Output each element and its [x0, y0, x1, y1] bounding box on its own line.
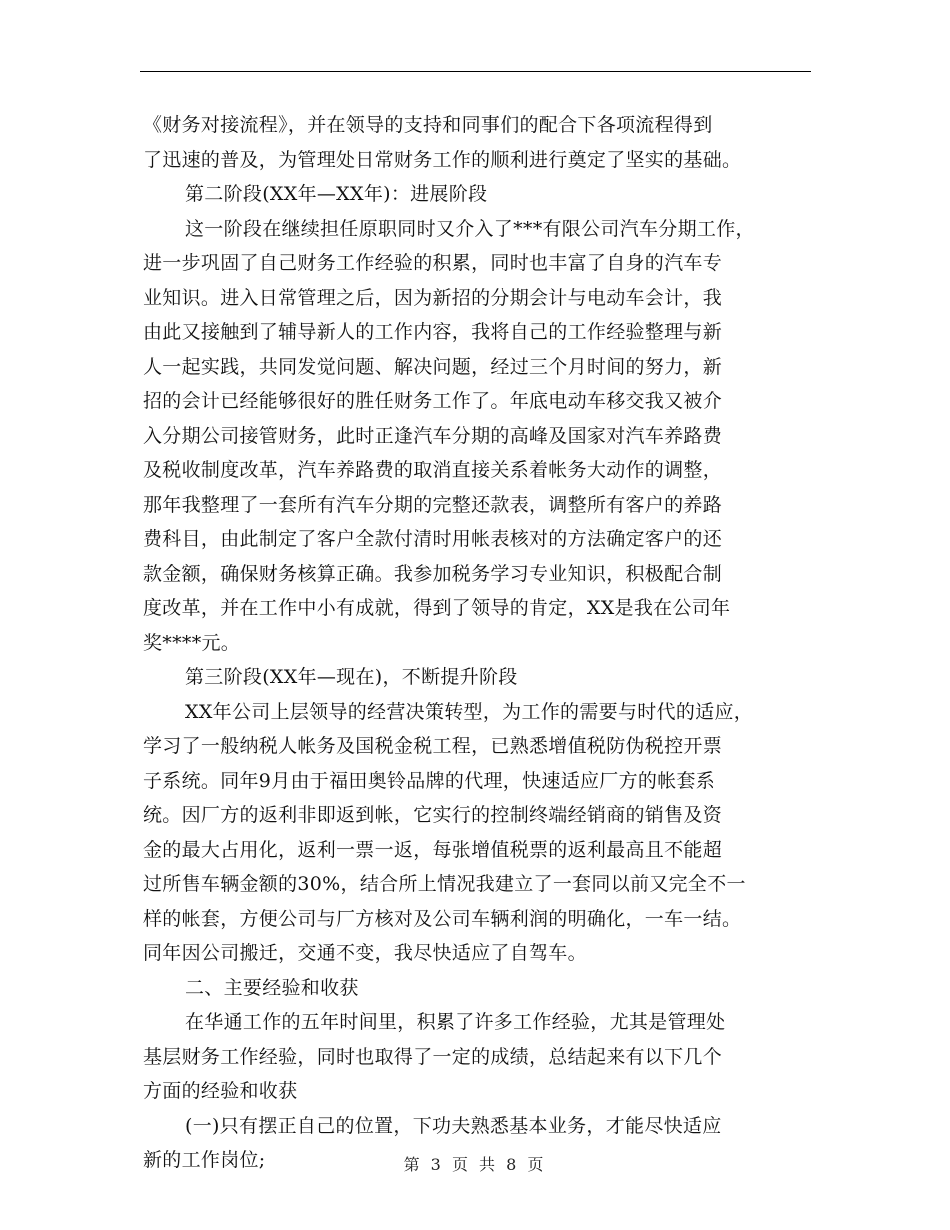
text-line: 统。因厂方的返利非即返到帐，它实行的控制终端经销商的销售及资 — [143, 804, 723, 826]
text-line: 入分期公司接管财务，此时正逢汽车分期的高峰及国家对汽车养路费 — [143, 424, 723, 447]
text-line: 第二阶段(XX年—XX年)：进展阶段 — [185, 183, 488, 205]
text-line: 了迅速的普及，为管理处日常财务工作的顺利进行奠定了坚实的基础。 — [143, 148, 742, 171]
text-line: 这一阶段在继续担任原职同时又介入了***有限公司汽车分期工作， — [185, 217, 755, 240]
document-body — [143, 108, 823, 1178]
text-line: 基层财务工作经验，同时也取得了一定的成绩，总结起来有以下几个 — [143, 1045, 723, 1068]
text-line: 业知识。进入日常管理之后，因为新招的分期会计与电动车会计，我 — [143, 286, 723, 309]
text-line: 新的工作岗位; — [143, 1149, 266, 1171]
text-line: 奖****元。 — [143, 631, 241, 654]
text-line: 进一步巩固了自己财务工作经验的积累，同时也丰富了自身的汽车专 — [143, 252, 723, 274]
header-rule — [140, 71, 811, 72]
text-line: 二、主要经验和收获 — [185, 976, 359, 999]
text-line: 子系统。同年9月由于福田奥铃品牌的代理，快速适应厂方的帐套系 — [143, 769, 716, 792]
page-number: 第 3 页 共 8 页 — [403, 1155, 547, 1174]
text-line: 样的帐套，方便公司与厂方核对及公司车辆利润的明确化，一车一结。 — [143, 907, 742, 930]
text-line: 人一起实践，共同发觉问题、解决问题，经过三个月时间的努力，新 — [143, 355, 723, 378]
text-line: 度改革，并在工作中小有成就，得到了领导的肯定，XX是我在公司年 — [143, 597, 731, 619]
text-line: 费科目，由此制定了客户全款付清时用帐表核对的方法确定客户的还 — [143, 528, 723, 550]
text-line: XX年公司上层领导的经营决策转型，为工作的需要与时代的适应， — [185, 700, 754, 723]
text-line: 由此又接触到了辅导新人的工作内容，我将自己的工作经验整理与新 — [143, 321, 723, 343]
text-line: 方面的经验和收获 — [143, 1080, 298, 1102]
text-line: 金的最大占用化，返利一票一返，每张增值税票的返利最高且不能超 — [143, 838, 723, 861]
text-line: 招的会计已经能够很好的胜任财务工作了。年底电动车移交我又被介 — [143, 390, 723, 412]
text-line: 及税收制度改革，汽车养路费的取消直接关系着帐务大动作的调整， — [143, 459, 723, 481]
text-line: 第三阶段(XX年—现在)，不断提升阶段 — [185, 666, 518, 688]
text-line: 《财务对接流程》，并在领导的支持和同事们的配合下各项流程得到 — [143, 114, 713, 136]
text-line: 同年因公司搬迁，交通不变，我尽快适应了自驾车。 — [143, 942, 587, 964]
text-line: 过所售车辆金额的30%，结合所上情况我建立了一套同以前又完全不一 — [143, 873, 746, 895]
text-line: 学习了一般纳税人帐务及国税金税工程，已熟悉增值税防伪税控开票 — [143, 735, 723, 757]
text-line: 款金额，确保财务核算正确。我参加税务学习专业知识，积极配合制 — [143, 562, 723, 585]
text-line: 那年我整理了一套所有汽车分期的完整还款表，调整所有客户的养路 — [143, 493, 723, 516]
text-line: (一)只有摆正自己的位置，下功夫熟悉基本业务，才能尽快适应 — [185, 1114, 722, 1137]
text-line: 在华通工作的五年时间里，积累了许多工作经验，尤其是管理处 — [185, 1011, 726, 1033]
